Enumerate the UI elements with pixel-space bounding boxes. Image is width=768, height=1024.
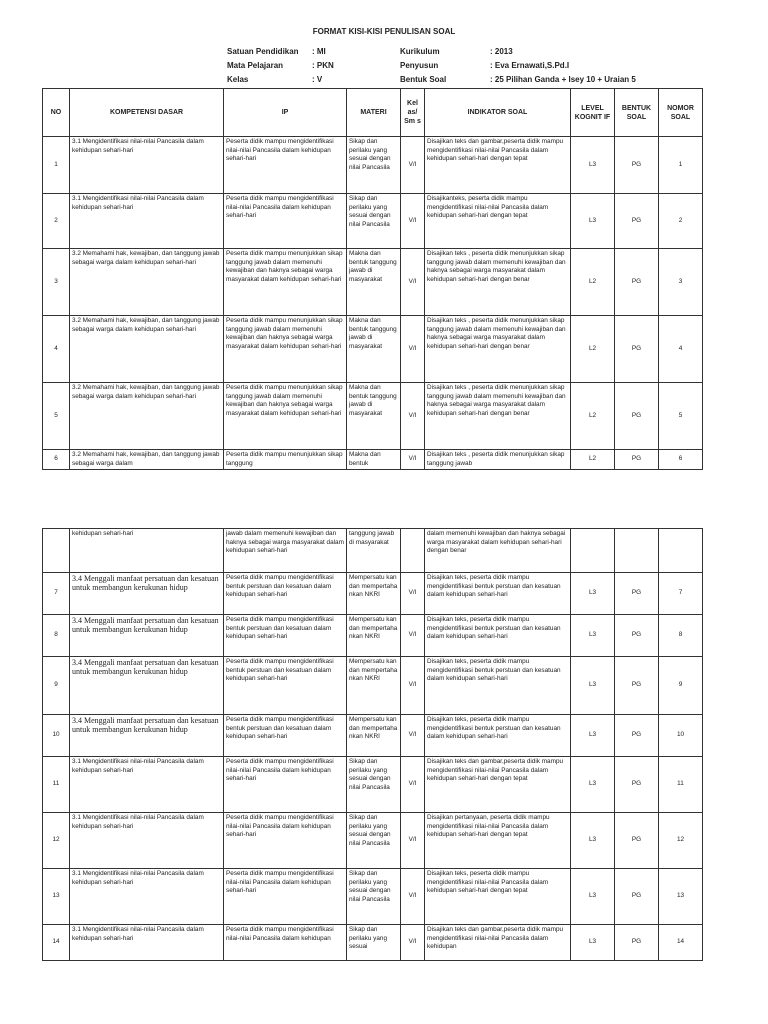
table-row bbox=[43, 450, 703, 470]
cell-nomor: 13 bbox=[659, 869, 703, 925]
cell-nomor: 10 bbox=[659, 715, 703, 757]
table-row bbox=[43, 925, 703, 961]
cell-kelas bbox=[401, 529, 425, 573]
cell-indikator: Disajikan teks , peserta didik menunjukkan sikap tanggung jawab dalam memenuhi kewajiban dan haknya sebagai warga masyarakat dalam kehidupan sehari-hari dengan benar bbox=[425, 316, 571, 383]
cell-nomor: 11 bbox=[659, 757, 703, 813]
cell-level bbox=[571, 529, 615, 573]
cell-nomor: 14 bbox=[659, 925, 703, 961]
cell-ip: Peserta didik mampu mengidentifikasi nilai-nilai Pancasila dalam kehidupan sehari-hari bbox=[224, 194, 347, 249]
header-kelas-smt: Kel as/ Sm s bbox=[401, 89, 425, 137]
cell-no: 3 bbox=[43, 249, 70, 316]
meta-value: : Eva Ernawati,S.Pd.I bbox=[490, 61, 570, 70]
cell-ip: Peserta didik mampu menunjukkan sikap tanggung jawab dalam memenuhi kewajiban dan haknya sebagai warga masyarakat dalam kehidupan sehari-hari bbox=[224, 383, 347, 450]
cell-kd: 3.2 Memahami hak, kewajiban, dan tanggung jawab sebagai warga dalam kehidupan sehari-hari bbox=[70, 383, 224, 450]
meta-label: Penyusun bbox=[400, 61, 439, 70]
meta-mapel bbox=[227, 61, 334, 70]
header-indikator-soal: INDIKATOR SOAL bbox=[425, 89, 571, 137]
cell-kd: 3.1 Mengidentifikasi nilai-nilai Pancasila dalam kehidupan sehari-hari bbox=[70, 925, 224, 961]
kisi-kisi-table-page-2 bbox=[42, 528, 703, 961]
cell-materi: Sikap dan perilaku yang sesuai dengan nilai Pancasila bbox=[347, 137, 401, 194]
cell-kd: 3.1 Mengidentifikasi nilai-nilai Pancasila dalam kehidupan sehari-hari bbox=[70, 869, 224, 925]
cell-indikator: Disajikan teks dan gambar,peserta didik mampu mengidentifikasi nilai-nilai Pancasila dalam kehidupan bbox=[425, 925, 571, 961]
meta-value: : PKN bbox=[312, 61, 334, 70]
cell-level: L3 bbox=[571, 137, 615, 194]
cell-kd: 3.4 Menggali manfaat persatuan dan kesatuan untuk membangun kerukunan hidup bbox=[70, 615, 224, 657]
cell-level: L3 bbox=[571, 194, 615, 249]
header-ip: IP bbox=[224, 89, 347, 137]
cell-ip: Peserta didik mampu mengidentifikasi nilai-nilai Pancasila dalam kehidupan sehari-hari bbox=[224, 757, 347, 813]
table-row bbox=[43, 813, 703, 869]
cell-ip: Peserta didik mampu menunjukkan sikap tanggung bbox=[224, 450, 347, 470]
cell-level: L3 bbox=[571, 573, 615, 615]
cell-indikator: Disajikan teks , peserta didik menunjukkan sikap tanggung jawab dalam memenuhi kewajiban dan haknya sebagai warga masyarakat dalam kehidupan sehari-hari dengan benar bbox=[425, 383, 571, 450]
cell-kd: 3.1 Mengidentifikasi nilai-nilai Pancasila dalam kehidupan sehari-hari bbox=[70, 813, 224, 869]
cell-materi: Makna dan bentuk bbox=[347, 450, 401, 470]
cell-kelas: V/I bbox=[401, 869, 425, 925]
cell-kd: 3.2 Memahami hak, kewajiban, dan tanggung jawab sebagai warga dalam bbox=[70, 450, 224, 470]
cell-ip: Peserta didik mampu mengidentifikasi nilai-nilai Pancasila dalam kehidupan bbox=[224, 925, 347, 961]
cell-ip: Peserta didik mampu mengidentifikasi bentuk perstuan dan kesatuan dalam kehidupan sehari-hari bbox=[224, 715, 347, 757]
cell-materi: Mempersatu kan dan mempertaha nkan NKRI bbox=[347, 657, 401, 715]
cell-materi: Makna dan bentuk tanggung jawab di masyarakat bbox=[347, 249, 401, 316]
cell-level: L3 bbox=[571, 869, 615, 925]
meta-value: : MI bbox=[312, 47, 326, 56]
cell-materi: Makna dan bentuk tanggung jawab di masyarakat bbox=[347, 383, 401, 450]
cell-kelas: V/I bbox=[401, 450, 425, 470]
cell-nomor: 2 bbox=[659, 194, 703, 249]
cell-bentuk: PG bbox=[615, 194, 659, 249]
cell-materi: Sikap dan perilaku yang sesuai bbox=[347, 925, 401, 961]
document-title: FORMAT KISI-KISI PENULISAN SOAL bbox=[312, 27, 456, 36]
cell-ip: Peserta didik mampu mengidentifikasi bentuk perstuan dan kesatuan dalam kehidupan sehari-hari bbox=[224, 657, 347, 715]
header-level-kognitif: LEVEL KOGNIT IF bbox=[571, 89, 615, 137]
cell-materi: Mempersatu kan dan mempertaha nkan NKRI bbox=[347, 573, 401, 615]
cell-no: 10 bbox=[43, 715, 70, 757]
cell-bentuk: PG bbox=[615, 137, 659, 194]
table-row bbox=[43, 657, 703, 715]
header-nomor-soal: NOMOR SOAL bbox=[659, 89, 703, 137]
cell-kelas: V/I bbox=[401, 383, 425, 450]
cell-level: L3 bbox=[571, 657, 615, 715]
cell-kd: kehidupan sehari-hari bbox=[70, 529, 224, 573]
cell-nomor: 7 bbox=[659, 573, 703, 615]
cell-indikator: Disajikan teks dan gambar,peserta didik mampu mengidentifikasi nilai-nilai Pancasila dalam kehidupan sehari-hari dengan tepat bbox=[425, 757, 571, 813]
header-bentuk-soal: BENTUK SOAL bbox=[615, 89, 659, 137]
cell-bentuk: PG bbox=[615, 813, 659, 869]
cell-no: 7 bbox=[43, 573, 70, 615]
cell-no: 11 bbox=[43, 757, 70, 813]
meta-label: Kelas bbox=[227, 75, 249, 84]
cell-indikator: dalam memenuhi kewajiban dan haknya sebagai warga masyarakat dalam kehidupan sehari-hari dengan benar bbox=[425, 529, 571, 573]
table-row bbox=[43, 194, 703, 249]
cell-no bbox=[43, 529, 70, 573]
cell-bentuk: PG bbox=[615, 925, 659, 961]
meta-kurikulum bbox=[400, 47, 513, 56]
meta-value: : 25 Pilihan Ganda + Isey 10 + Uraian 5 bbox=[490, 75, 636, 84]
cell-materi: Makna dan bentuk tanggung jawab di masyarakat bbox=[347, 316, 401, 383]
cell-bentuk: PG bbox=[615, 615, 659, 657]
cell-indikator: Disajikan teks, peserta didik mampu mengidentifikasi bentuk perstuan dan kesatuan dalam kehidupan sehari-hari bbox=[425, 573, 571, 615]
cell-level: L3 bbox=[571, 757, 615, 813]
cell-nomor: 5 bbox=[659, 383, 703, 450]
cell-no: 9 bbox=[43, 657, 70, 715]
cell-materi: tanggung jawab di masyarakat bbox=[347, 529, 401, 573]
cell-kd: 3.2 Memahami hak, kewajiban, dan tanggung jawab sebagai warga dalam kehidupan sehari-hari bbox=[70, 316, 224, 383]
cell-bentuk: PG bbox=[615, 715, 659, 757]
cell-materi: Sikap dan perilaku yang sesuai dengan nilai Pancasila bbox=[347, 757, 401, 813]
cell-kd: 3.4 Menggali manfaat persatuan dan kesatuan untuk membangun kerukunan hidup bbox=[70, 715, 224, 757]
cell-nomor: 4 bbox=[659, 316, 703, 383]
table-row bbox=[43, 869, 703, 925]
kisi-kisi-table-page-1 bbox=[42, 88, 703, 470]
cell-indikator: Disajikan teks, peserta didik mampu mengidentifikasi bentuk perstuan dan kesatuan dalam kehidupan sehari-hari bbox=[425, 715, 571, 757]
cell-ip: Peserta didik mampu mengidentifikasi bentuk perstuan dan kesatuan dalam kehidupan sehari-hari bbox=[224, 615, 347, 657]
cell-level: L2 bbox=[571, 316, 615, 383]
cell-kd: 3.4 Menggali manfaat persatuan dan kesatuan untuk membangun kerukunan hidup bbox=[70, 573, 224, 615]
cell-kelas: V/I bbox=[401, 615, 425, 657]
cell-kelas: V/I bbox=[401, 715, 425, 757]
cell-level: L3 bbox=[571, 925, 615, 961]
cell-no: 2 bbox=[43, 194, 70, 249]
cell-nomor: 3 bbox=[659, 249, 703, 316]
header-materi: MATERI bbox=[347, 89, 401, 137]
cell-no: 14 bbox=[43, 925, 70, 961]
header-row bbox=[43, 89, 703, 137]
cell-kd: 3.1 Mengidentifikasi nilai-nilai Pancasila dalam kehidupan sehari-hari bbox=[70, 194, 224, 249]
cell-no: 1 bbox=[43, 137, 70, 194]
cell-bentuk: PG bbox=[615, 869, 659, 925]
table-row bbox=[43, 137, 703, 194]
cell-kelas: V/I bbox=[401, 757, 425, 813]
cell-materi: Sikap dan perilaku yang sesuai dengan nilai Pancasila bbox=[347, 194, 401, 249]
header-kompetensi-dasar: KOMPETENSI DASAR bbox=[70, 89, 224, 137]
cell-nomor: 12 bbox=[659, 813, 703, 869]
cell-bentuk bbox=[615, 529, 659, 573]
cell-level: L3 bbox=[571, 813, 615, 869]
cell-kelas: V/I bbox=[401, 657, 425, 715]
cell-level: L2 bbox=[571, 450, 615, 470]
cell-indikator: Disajikan teks, peserta didik mampu mengidentifikasi bentuk perstuan dan kesatuan dalam kehidupan sehari-hari bbox=[425, 615, 571, 657]
cell-ip: Peserta didik mampu menunjukkan sikap tanggung jawab dalam memenuhi kewajiban dan haknya sebagai warga masyarakat dalam kehidupan sehari-hari bbox=[224, 316, 347, 383]
cell-materi: Mempersatu kan dan mempertaha nkan NKRI bbox=[347, 715, 401, 757]
table-row bbox=[43, 316, 703, 383]
cell-no: 12 bbox=[43, 813, 70, 869]
cell-level: L3 bbox=[571, 615, 615, 657]
cell-kd: 3.1 Mengidentifikasi nilai-nilai Pancasila dalam kehidupan sehari-hari bbox=[70, 757, 224, 813]
cell-no: 8 bbox=[43, 615, 70, 657]
cell-bentuk: PG bbox=[615, 757, 659, 813]
cell-nomor: 9 bbox=[659, 657, 703, 715]
cell-level: L2 bbox=[571, 383, 615, 450]
meta-label: Satuan Pendidikan bbox=[227, 47, 299, 56]
cell-indikator: Disajikan teks, peserta didik mampu mengidentifikasi nilai-nilai Pancasila dalam kehidupan sehari-hari dengan tepat bbox=[425, 869, 571, 925]
cell-kelas: V/I bbox=[401, 573, 425, 615]
cell-kd: 3.4 Menggali manfaat persatuan dan kesatuan untuk membangun kerukunan hidup bbox=[70, 657, 224, 715]
cell-indikator: Disajikan teks, peserta didik mampu mengidentifikasi bentuk perstuan dan kesatuan dalam kehidupan sehari-hari bbox=[425, 657, 571, 715]
cell-indikator: Disajikanteks, peserta didik mampu mengidentifikasi nilai-nilai Pancasila dalam kehidupan sehari-hari dengan tepat bbox=[425, 194, 571, 249]
cell-kelas: V/I bbox=[401, 249, 425, 316]
cell-bentuk: PG bbox=[615, 657, 659, 715]
meta-satuan bbox=[227, 47, 326, 56]
cell-kelas: V/I bbox=[401, 137, 425, 194]
cell-materi: Mempersatu kan dan mempertaha nkan NKRI bbox=[347, 615, 401, 657]
table-row bbox=[43, 529, 703, 573]
cell-ip: jawab dalam memenuhi kewajiban dan haknya sebagai warga masyarakat dalam kehidupan sehari-hari bbox=[224, 529, 347, 573]
meta-label: Kurikulum bbox=[400, 47, 440, 56]
meta-value: : 2013 bbox=[490, 47, 513, 56]
table-row bbox=[43, 615, 703, 657]
cell-level: L2 bbox=[571, 249, 615, 316]
table-row bbox=[43, 757, 703, 813]
cell-kd: 3.2 Memahami hak, kewajiban, dan tanggung jawab sebagai warga dalam kehidupan sehari-hari bbox=[70, 249, 224, 316]
cell-ip: Peserta didik mampu mengidentifikasi nilai-nilai Pancasila dalam kehidupan sehari-hari bbox=[224, 137, 347, 194]
table-row bbox=[43, 249, 703, 316]
cell-no: 5 bbox=[43, 383, 70, 450]
meta-kelas bbox=[227, 75, 322, 84]
cell-nomor: 6 bbox=[659, 450, 703, 470]
meta-penyusun bbox=[400, 61, 569, 70]
table-row bbox=[43, 715, 703, 757]
cell-kelas: V/I bbox=[401, 194, 425, 249]
cell-bentuk: PG bbox=[615, 450, 659, 470]
cell-kd: 3.1 Mengidentifikasi nilai-nilai Pancasila dalam kehidupan sehari-hari bbox=[70, 137, 224, 194]
cell-bentuk: PG bbox=[615, 383, 659, 450]
cell-indikator: Disajikan teks , peserta didik menunjukkan sikap tanggung jawab dalam memenuhi kewajiban dan haknya sebagai warga masyarakat dalam kehidupan sehari-hari dengan benar bbox=[425, 249, 571, 316]
meta-label: Mata Pelajaran bbox=[227, 61, 284, 70]
cell-indikator: Disajikan teks dan gambar,peserta didik mampu mengidentifikasi nilai-nilai Pancasila dalam kehidupan sehari-hari dengan tepat bbox=[425, 137, 571, 194]
table-row bbox=[43, 573, 703, 615]
cell-nomor bbox=[659, 529, 703, 573]
meta-value: : V bbox=[312, 75, 323, 84]
cell-materi: Sikap dan perilaku yang sesuai dengan nilai Pancasila bbox=[347, 869, 401, 925]
cell-ip: Peserta didik mampu mengidentifikasi nilai-nilai Pancasila dalam kehidupan sehari-hari bbox=[224, 869, 347, 925]
cell-bentuk: PG bbox=[615, 316, 659, 383]
cell-nomor: 8 bbox=[659, 615, 703, 657]
cell-kelas: V/I bbox=[401, 813, 425, 869]
cell-materi: Sikap dan perilaku yang sesuai dengan nilai Pancasila bbox=[347, 813, 401, 869]
cell-bentuk: PG bbox=[615, 249, 659, 316]
cell-no: 4 bbox=[43, 316, 70, 383]
meta-label: Bentuk Soal bbox=[400, 75, 447, 84]
meta-bentuk-soal bbox=[400, 75, 636, 84]
cell-ip: Peserta didik mampu mengidentifikasi bentuk perstuan dan kesatuan dalam kehidupan sehari-hari bbox=[224, 573, 347, 615]
cell-nomor: 1 bbox=[659, 137, 703, 194]
cell-no: 6 bbox=[43, 450, 70, 470]
cell-no: 13 bbox=[43, 869, 70, 925]
cell-indikator: Disajikan teks , peserta didik menunjukkan sikap tanggung jawab bbox=[425, 450, 571, 470]
cell-kelas: V/I bbox=[401, 925, 425, 961]
cell-ip: Peserta didik mampu menunjukkan sikap tanggung jawab dalam memenuhi kewajiban dan haknya sebagai warga masyarakat dalam kehidupan sehari-hari bbox=[224, 249, 347, 316]
header-no: NO bbox=[43, 89, 70, 137]
cell-kelas: V/I bbox=[401, 316, 425, 383]
cell-bentuk: PG bbox=[615, 573, 659, 615]
table-row bbox=[43, 383, 703, 450]
cell-indikator: Disajikan pertanyaan, peserta didik mampu mengidentifikasi nilai-nilai Pancasila dalam kehidupan sehari-hari dengan tepat bbox=[425, 813, 571, 869]
cell-level: L3 bbox=[571, 715, 615, 757]
cell-ip: Peserta didik mampu mengidentifikasi nilai-nilai Pancasila dalam kehidupan sehari-hari bbox=[224, 813, 347, 869]
